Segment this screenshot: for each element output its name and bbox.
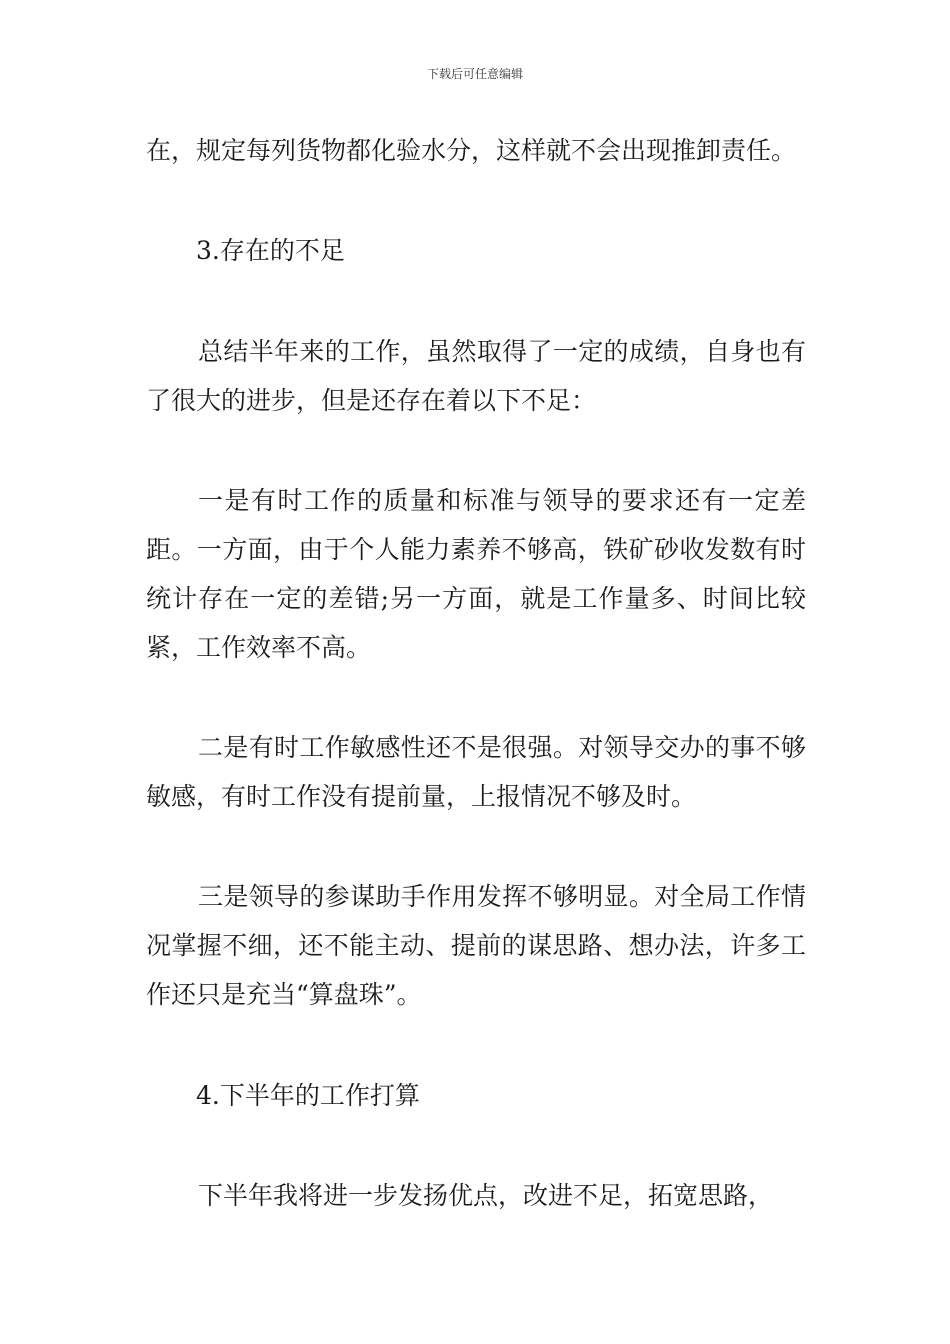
paragraph-point-one: 一是有时工作的质量和标准与领导的要求还有一定差距。一方面，由于个人能力素养不够高，铁矿砂收发数有时统计存在一定的差错;另一方面，就是工作量多、时间比较紧，工作效率不高。: [146, 486, 806, 662]
paragraph-continuation: 在，规定每列货物都化验水分，这样就不会出现推卸责任。: [146, 136, 797, 165]
page-header-note: 下载后可任意编辑: [426, 67, 523, 81]
section-heading-plan: 4.下半年的工作打算: [196, 1081, 420, 1110]
paragraph-summary: 总结半年来的工作，虽然取得了一定的成绩，自身也有了很大的进步，但是还存在着以下不足：: [146, 337, 806, 415]
paragraph-plan-start: 下半年我将进一步发扬优点，改进不足，拓宽思路，: [198, 1181, 774, 1210]
paragraph-point-three: 三是领导的参谋助手作用发挥不够明显。对全局工作情况掌握不细，还不能主动、提前的谋思路、想办法，许多工作还只是充当“算盘珠”。: [146, 882, 806, 1009]
section-heading-shortcomings: 3.存在的不足: [196, 236, 345, 265]
paragraph-point-two: 二是有时工作敏感性还不是很强。对领导交办的事不够敏感，有时工作没有提前量，上报情况不够及时。: [146, 733, 806, 811]
